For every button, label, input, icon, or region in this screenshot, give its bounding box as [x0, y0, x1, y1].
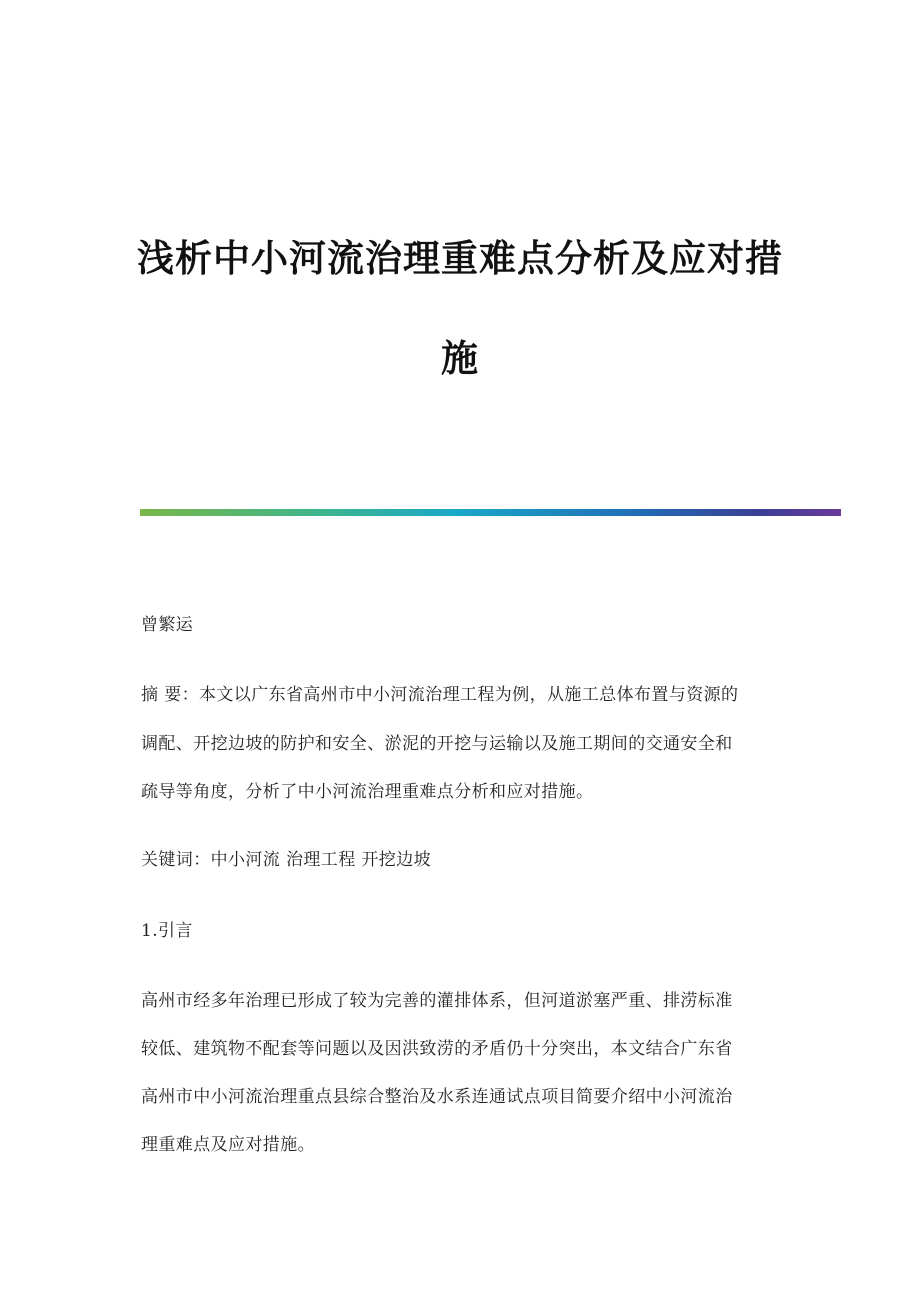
intro-line-1: 高州市经多年治理已形成了较为完善的灌排体系，但河道淤塞严重、排涝标准: [141, 991, 733, 1011]
abstract-line-1: 摘 要：本文以广东省高州市中小河流治理工程为例，从施工总体布置与资源的: [141, 685, 739, 705]
gradient-divider: [140, 509, 841, 516]
abstract-line-3: 疏导等角度，分析了中小河流治理重难点分析和应对措施。: [141, 782, 594, 802]
intro-line-3: 高州市中小河流治理重点县综合整治及水系连通试点项目简要介绍中小河流治: [141, 1087, 733, 1107]
document-title-line-2: 施: [441, 337, 479, 380]
intro-line-4: 理重难点及应对措施。: [141, 1135, 315, 1155]
document-title-line-1: 浅析中小河流治理重难点分析及应对措: [137, 237, 783, 280]
author-name: 曾繁运: [141, 615, 194, 635]
keywords: 关键词：中小河流 治理工程 开挖边坡: [141, 850, 432, 870]
intro-line-2: 较低、建筑物不配套等问题以及因洪致涝的矛盾仍十分突出，本文结合广东省: [141, 1039, 733, 1059]
abstract-line-2: 调配、开挖边坡的防护和安全、淤泥的开挖与运输以及施工期间的交通安全和: [141, 734, 733, 754]
section-heading: 1.引言: [141, 921, 193, 941]
